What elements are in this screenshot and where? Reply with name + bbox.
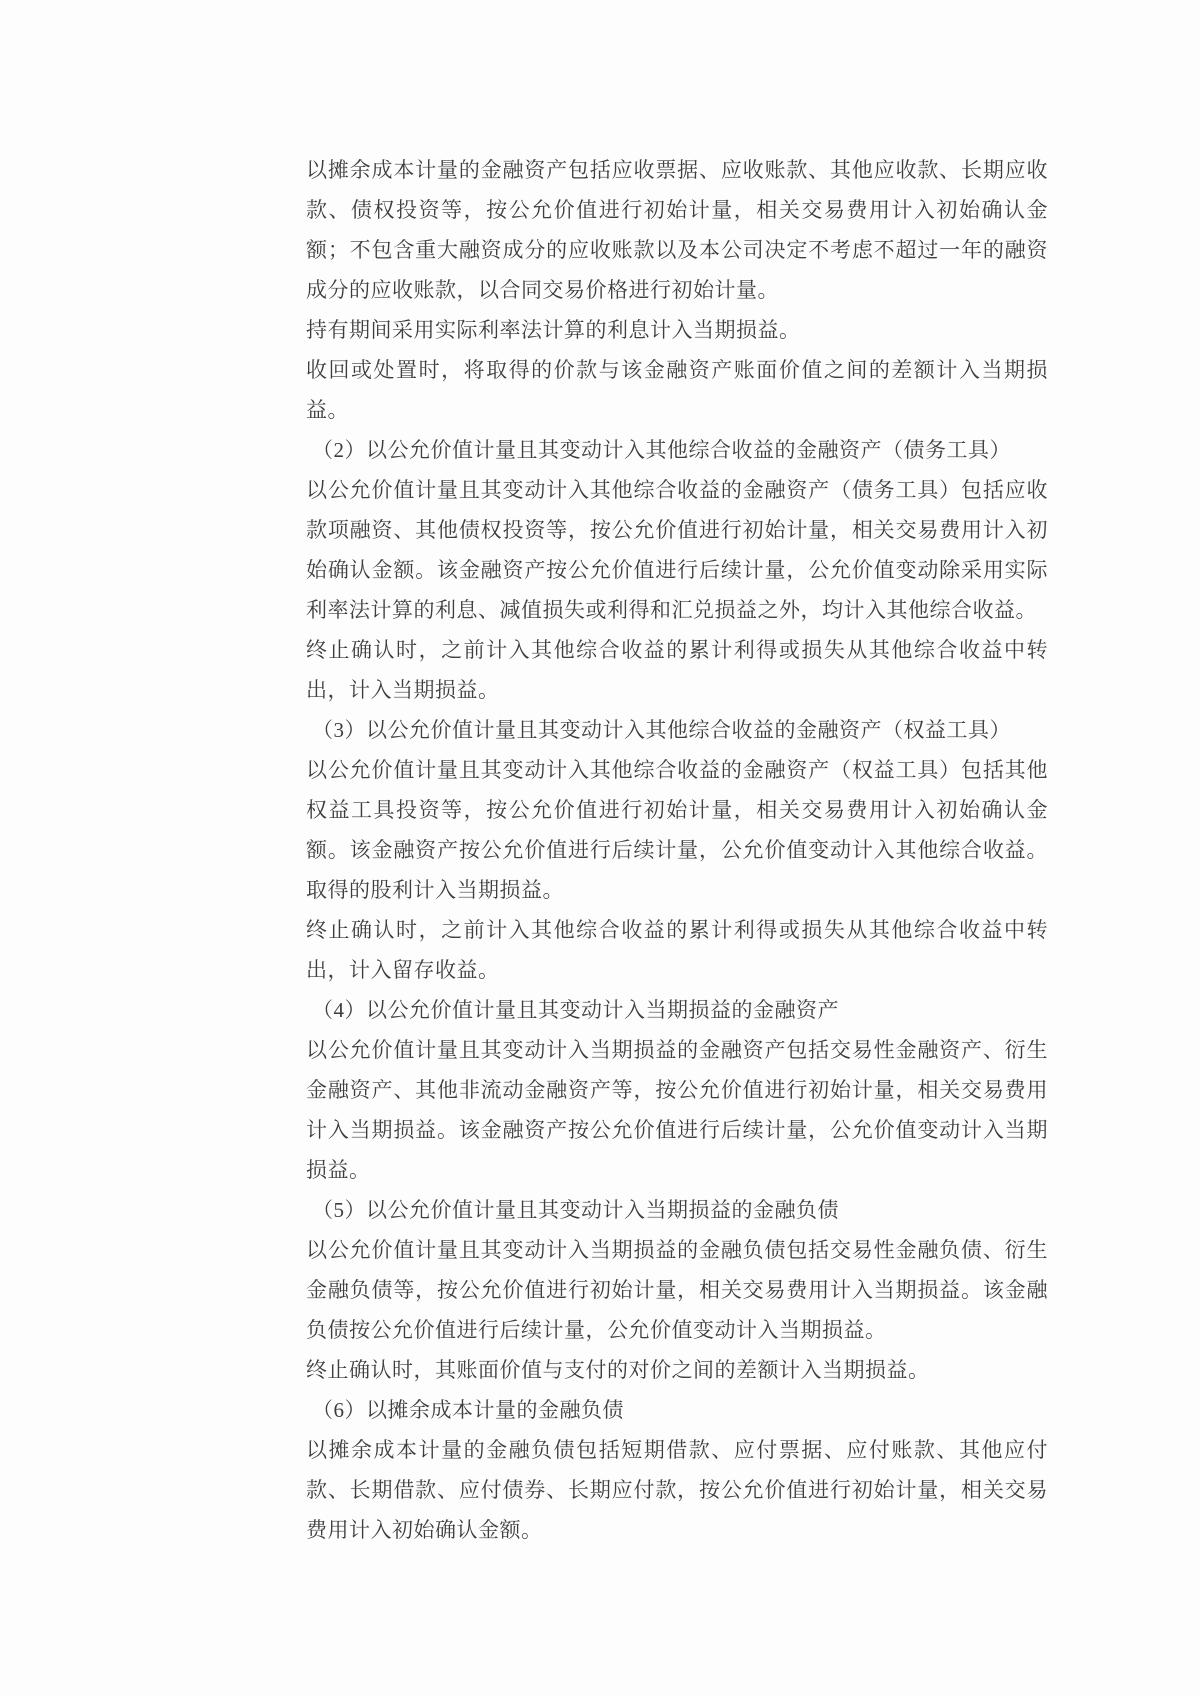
paragraph-recovery-disposal: 收回或处置时，将取得的价款与该金融资产账面价值之间的差额计入当期损益。 <box>306 358 1048 422</box>
paragraph-fvtpl-financial-liabilities: 以公允价值计量且其变动计入当期损益的金融负债包括交易性金融负债、衍生金融负债等，按公允价值进行初始计量，相关交易费用计入当期损益。该金融负债按公允价值进行后续计量，公允价值变动计入当期损益。 <box>306 1238 1048 1342</box>
document-content <box>306 150 1048 1550</box>
paragraph-fvoci-debt-instruments: 以公允价值计量且其变动计入其他综合收益的金融资产（债务工具）包括应收款项融资、其他债权投资等，按公允价值进行初始计量，相关交易费用计入初始确认金额。该金融资产按公允价值进行后续计量，公允价值变动除采用实际利率法计算的利息、减值损失或利得和汇兑损益之外，均计入其他综合收益。 <box>306 478 1048 622</box>
paragraph-fvtpl-financial-assets: 以公允价值计量且其变动计入当期损益的金融资产包括交易性金融资产、衍生金融资产、其他非流动金融资产等，按公允价值进行初始计量，相关交易费用计入当期损益。该金融资产按公允价值进行后续计量，公允价值变动计入当期损益。 <box>306 1038 1048 1182</box>
section-heading-6: （6）以摊余成本计量的金融负债 <box>312 1398 624 1422</box>
paragraph-amortized-cost-liabilities: 以摊余成本计量的金融负债包括短期借款、应付票据、应付账款、其他应付款、长期借款、应付债券、长期应付款，按公允价值进行初始计量，相关交易费用计入初始确认金额。 <box>306 1438 1048 1542</box>
paragraph-derecognition-to-profit-loss: 终止确认时，之前计入其他综合收益的累计利得或损失从其他综合收益中转出，计入当期损益。 <box>306 638 1048 702</box>
section-heading-3: （3）以公允价值计量且其变动计入其他综合收益的金融资产（权益工具） <box>312 718 1011 742</box>
paragraph-derecognition-to-retained-earnings: 终止确认时，之前计入其他综合收益的累计利得或损失从其他综合收益中转出，计入留存收益。 <box>306 918 1048 982</box>
section-heading-2: （2）以公允价值计量且其变动计入其他综合收益的金融资产（债务工具） <box>312 438 1011 462</box>
paragraph-fvoci-equity-instruments: 以公允价值计量且其变动计入其他综合收益的金融资产（权益工具）包括其他权益工具投资等，按公允价值进行初始计量，相关交易费用计入初始确认金额。该金融资产按公允价值进行后续计量，公允价值变动计入其他综合收益。取得的股利计入当期损益。 <box>306 758 1048 902</box>
section-heading-4: （4）以公允价值计量且其变动计入当期损益的金融资产 <box>312 998 839 1022</box>
paragraph-liability-derecognition: 终止确认时，其账面价值与支付的对价之间的差额计入当期损益。 <box>306 1358 930 1382</box>
paragraph-holding-period-interest: 持有期间采用实际利率法计算的利息计入当期损益。 <box>306 318 801 342</box>
section-heading-5: （5）以公允价值计量且其变动计入当期损益的金融负债 <box>312 1198 839 1222</box>
paragraph-amortized-cost-assets: 以摊余成本计量的金融资产包括应收票据、应收账款、其他应收款、长期应收款、债权投资等，按公允价值进行初始计量，相关交易费用计入初始确认金额；不包含重大融资成分的应收账款以及本公司决定不考虑不超过一年的融资成分的应收账款，以合同交易价格进行初始计量。 <box>306 158 1048 302</box>
